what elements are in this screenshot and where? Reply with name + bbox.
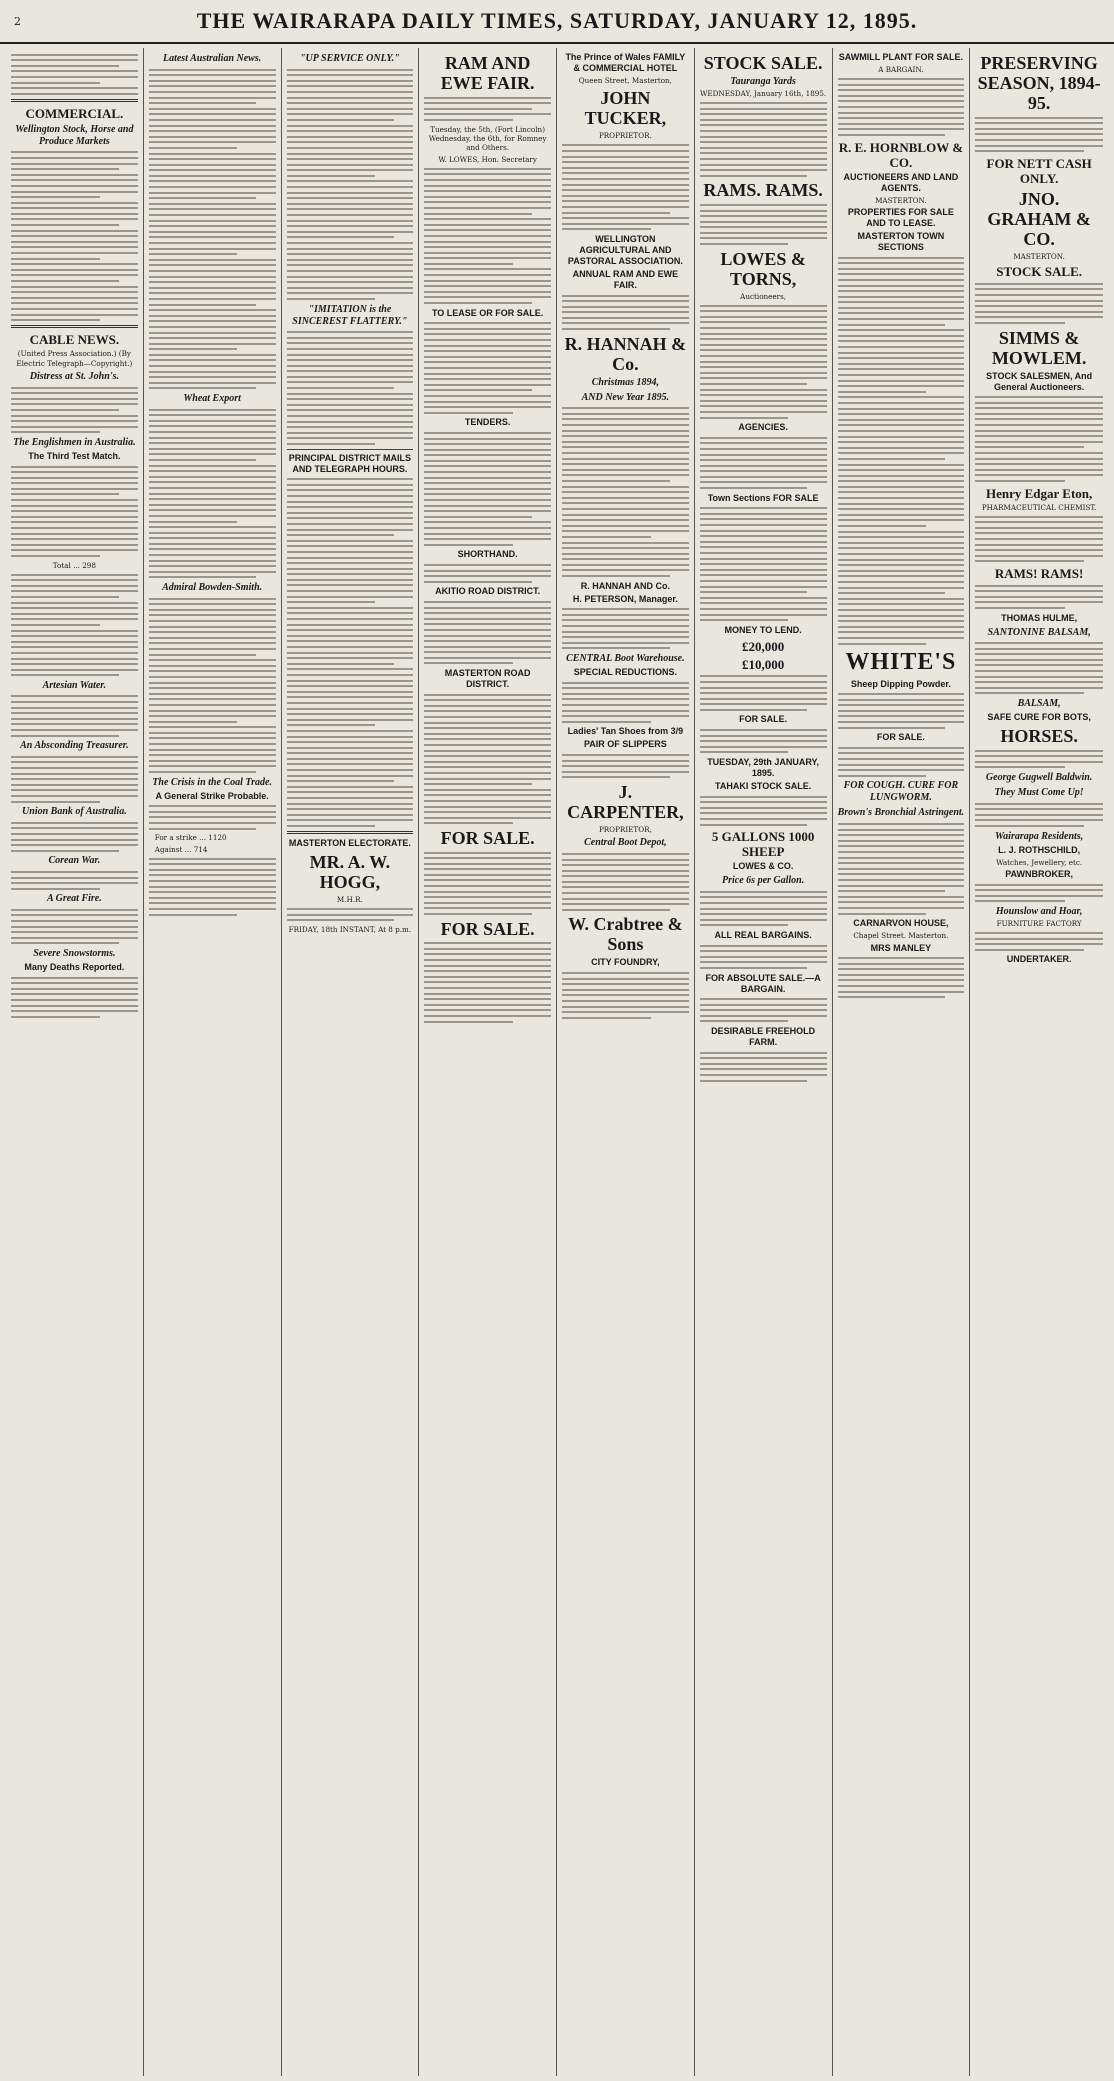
advert-title: L. J. ROTHSCHILD, [998, 844, 1081, 855]
newspaper-title: THE WAIRARAPA DAILY TIMES, SATURDAY, JANUARY 12, 1895. [196, 8, 918, 33]
advert-title: RAMS! RAMS! [994, 565, 1084, 581]
article-heading: Wellington Stock, Horse and Produce Markets [15, 123, 134, 147]
money-amount: £10,000 [742, 656, 785, 672]
advert-location: Queen Street, Masterton, [578, 76, 672, 85]
column-6 [695, 48, 833, 2076]
column-4 [419, 48, 557, 2076]
advert-heading: WELLINGTON AGRICULTURAL AND PASTORAL ASSOCIATION. [567, 233, 683, 266]
article-subheading: Many Deaths Reported. [24, 962, 125, 973]
advert-subtitle: Auctioneers, [740, 291, 787, 301]
article-body [11, 54, 138, 95]
article-subheading: The Third Test Match. [28, 450, 121, 461]
advert-subtitle: FURNITURE FACTORY [996, 918, 1082, 928]
article-heading: "UP SERVICE ONLY." [300, 53, 400, 64]
article-heading: "IMITATION is the SINCEREST FLATTERY." [292, 303, 408, 327]
article-heading: PRINCIPAL DISTRICT MAILS AND TELEGRAPH HOURS. [288, 452, 411, 474]
cable-subtitle: (United Press Association.) (By Electric Telegraph—Copyright.) [16, 349, 133, 368]
advert-title: SIMMS & MOWLEM. [991, 327, 1087, 368]
advert-date: Tuesday, the 5th, (Fort Lincoln) Wednesday, the 6th, for Romney and Others. [428, 124, 547, 153]
advert-heading: TO LEASE OR FOR SALE. [431, 307, 544, 318]
advert-heading: CENTRAL Boot Warehouse. [566, 653, 685, 664]
advert-title: Hounslow and Hoar, [995, 905, 1083, 917]
article-heading: Distress at St. John's. [29, 370, 119, 382]
advert-heading: MONEY TO LEND. [724, 624, 802, 635]
advert-heading: MASTERTON ROAD DISTRICT. [444, 668, 531, 690]
advert-heading: TUESDAY, 29th JANUARY, 1895. [707, 757, 820, 779]
advert-heading: PAIR OF SLIPPERS [583, 739, 667, 750]
advert-signature: H. PETERSON, Manager. [572, 593, 678, 604]
advert-subtitle: PROPRIETOR. [598, 131, 652, 141]
advert-title: Henry Edgar Eton, [985, 485, 1093, 501]
article-heading: An Absconding Treasurer. [20, 740, 129, 752]
advert-heading: PROPERTIES FOR SALE AND TO LEASE. [847, 206, 954, 228]
advert-location: Chapel Street. Masterton. [853, 931, 949, 941]
column-2 [144, 48, 282, 2076]
advert-heading: AGENCIES. [738, 422, 788, 433]
article-body [11, 151, 138, 321]
advert-heading: DESIRABLE FREEHOLD FARM. [711, 1026, 816, 1048]
column-8 [970, 48, 1108, 2076]
score-total: Total ... 298 [52, 560, 96, 570]
advert-title: HORSES. [1000, 726, 1078, 747]
advert-heading: UNDERTAKER. [1006, 954, 1072, 965]
article-heading: Union Bank of Australia. [22, 806, 127, 818]
advert-title: W. Crabtree & Sons [568, 914, 683, 955]
advert-title: SANTONINE BALSAM, [987, 626, 1091, 638]
article-heading: The Crisis in the Coal Trade. [152, 776, 272, 788]
article-heading: Artesian Water. [42, 679, 107, 691]
advert-date: WEDNESDAY, January 16th, 1895. [700, 89, 827, 98]
advert-heading: George Gugwell Baldwin. [985, 772, 1093, 783]
advert-heading: AKITIO ROAD DISTRICT. [435, 586, 541, 597]
advert-title: J. CARPENTER, [567, 781, 684, 822]
advert-heading: TENDERS. [464, 417, 511, 428]
money-amount: £20,000 [742, 638, 785, 654]
advert-title: STOCK SALE. [703, 53, 823, 73]
advert-title: FOR NETT CASH ONLY. [986, 155, 1092, 186]
advert-heading: Town Sections FOR SALE [707, 492, 819, 503]
advert-heading: Wairarapa Residents, [995, 830, 1084, 842]
advert-heading: Ladies' Tan Shoes from 3/9 [567, 726, 684, 737]
advert-heading: THOMAS HULME, [1001, 612, 1078, 623]
advert-subtitle: M.H.R. [336, 895, 363, 904]
advert-subtitle: Central Boot Depot, [584, 837, 667, 849]
advert-heading: FOR SALE. [876, 732, 925, 743]
advert-signature: R. HANNAH AND Co. [580, 580, 670, 591]
page-number: 2 [14, 14, 21, 28]
advert-title: MR. A. W. HOGG, [309, 852, 391, 892]
advert-heading: BALSAM, [1017, 698, 1061, 710]
vote-for: For a strike ... 1120 [154, 833, 227, 843]
column-3 [282, 48, 420, 2076]
advert-title: FOR SALE. [440, 918, 535, 939]
advert-title: FOR SALE. [440, 827, 535, 848]
advert-heading: CARNARVON HOUSE, [853, 918, 949, 929]
article-heading: Wheat Export [183, 393, 241, 405]
advert-heading: TAHAKI STOCK SALE. [715, 781, 812, 792]
advert-signature: W. LOWES, Hon. Secretary [438, 154, 537, 164]
advert-subtitle: Christmas 1894, [591, 376, 659, 388]
advert-date: FRIDAY, 18th INSTANT, At 8 p.m. [288, 924, 412, 934]
article-subheading: A General Strike Probable. [155, 790, 269, 801]
advert-title: JOHN TUCKER, [584, 88, 667, 129]
section-heading-commercial: COMMERCIAL. [25, 105, 124, 121]
advert-title: STOCK SALE. [996, 264, 1082, 280]
column-7 [833, 48, 971, 2076]
advert-subtitle: PROPRIETOR, [598, 824, 652, 834]
advert-title: 5 GALLONS 1000 SHEEP [711, 829, 815, 860]
article-heading: Severe Snowstorms. [33, 948, 116, 960]
advert-heading: PAWNBROKER, [1005, 868, 1074, 879]
advert-subtitle: CITY FOUNDRY, [591, 957, 660, 968]
advert-title: RAM AND EWE FAIR. [440, 53, 535, 93]
advert-heading: ALL REAL BARGAINS. [714, 929, 812, 940]
newspaper-columns [6, 48, 1108, 2076]
advert-title: R. HANNAH & Co. [564, 333, 687, 374]
advert-heading: LOWES & CO. [732, 861, 794, 872]
advert-title: R. E. HORNBLOW & CO. [838, 139, 964, 170]
advert-subtitle: PHARMACEUTICAL CHEMIST. [981, 502, 1097, 512]
advert-subtitle: Price 6s per Gallon. [722, 875, 805, 887]
advert-heading: MASTERTON ELECTORATE. [288, 838, 411, 848]
advert-title: RAMS. RAMS. [703, 180, 823, 201]
advert-heading: FOR COUGH. CURE FOR LUNGWORM. [843, 780, 959, 804]
advert-heading: The Prince of Wales FAMILY & COMMERCIAL HOTEL [565, 52, 686, 73]
article-heading: A Great Fire. [47, 893, 102, 905]
advert-location: MASTERTON. [1013, 251, 1065, 261]
advert-title: PRESERVING SEASON, 1894-95. [977, 53, 1101, 113]
section-heading-cable-news: CABLE NEWS. [29, 332, 120, 348]
advert-heading: SAWMILL PLANT FOR SALE. [838, 52, 964, 62]
advert-title: WHITE'S [845, 648, 957, 675]
advert-subtitle: STOCK SALESMEN, And General Auctioneers. [986, 370, 1093, 392]
advert-heading: SHORTHAND. [457, 549, 518, 560]
advert-location: MASTERTON. [875, 195, 927, 205]
advert-subtitle: A BARGAIN. [878, 65, 924, 74]
advert-heading: SPECIAL REDUCTIONS. [573, 667, 678, 677]
advert-subtitle: Watches, Jewellery, etc. [996, 857, 1083, 867]
advert-heading: They Must Come Up! [994, 787, 1084, 798]
article-heading: Corean War. [48, 855, 101, 867]
column-5 [557, 48, 695, 2076]
advert-subtitle: AND New Year 1895. [581, 391, 670, 403]
vote-against: Against ... 714 [154, 844, 208, 854]
masthead [0, 0, 1114, 44]
column-1 [6, 48, 144, 2076]
advert-heading: FOR ABSOLUTE SALE.—A BARGAIN. [705, 972, 821, 994]
advert-title: LOWES & TORNS, [720, 248, 806, 289]
article-heading: The Englishmen in Australia. [13, 436, 136, 448]
article-heading: Latest Australian News. [162, 53, 262, 64]
advert-subtitle: Tauranga Yards [730, 76, 796, 87]
advert-heading: FOR SALE. [739, 714, 788, 725]
advert-subtitle: AUCTIONEERS AND LAND AGENTS. [843, 171, 959, 193]
advert-subtitle: SAFE CURE FOR BOTS, [987, 712, 1091, 723]
advert-title: JNO. GRAHAM & CO. [987, 188, 1091, 249]
advert-subtitle: Sheep Dipping Powder. [850, 678, 951, 689]
advert-heading: MASTERTON TOWN SECTIONS [857, 230, 945, 252]
advert-heading: MRS MANLEY [870, 942, 932, 953]
article-heading: Admiral Bowden-Smith. [162, 582, 263, 594]
advert-heading: ANNUAL RAM AND EWE FAIR. [572, 268, 679, 290]
advert-title: Brown's Bronchial Astringent. [837, 807, 965, 819]
